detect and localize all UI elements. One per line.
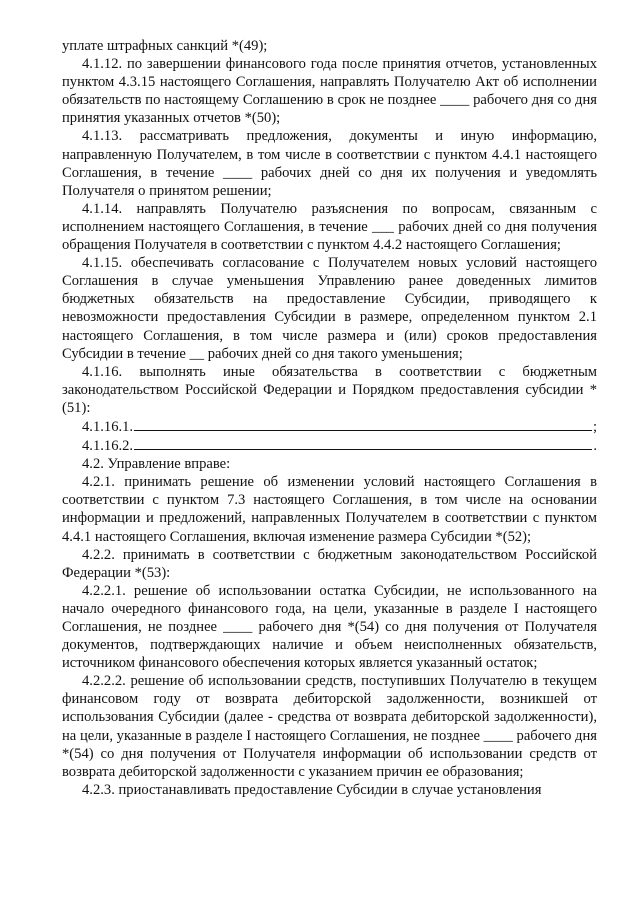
paragraph-4-2-1: 4.2.1. принимать решение об изменении условий настоящего Соглашения в соответствии с пунктом 7.3 настоящего Соглашения, в том числе на основании информации и предложений, направленных Получателем в соответствии с пунктом 4.4.1 настоящего Соглашения, включая изменение размера Субсидии *(52); — [62, 474, 597, 545]
blank-item-number: 4.1.16.1. — [82, 418, 134, 435]
paragraph-4-2-2: 4.2.2. принимать в соответствии с бюджетным законодательством Российской Федерации *(53): — [62, 546, 597, 581]
paragraph-4-2-3: 4.2.3. приостанавливать предоставление Субсидии в случае установления — [82, 781, 542, 798]
paragraph-4-2-2-2: 4.2.2.2. решение об использовании средств, поступивших Получателю в текущем финансовом году от возврата дебиторской задолженности, возникшей от использования Субсидии (далее - средства от возврата дебиторской задолженности), на цели, указанные в разделе I настоящего Соглашения, не позднее ____ рабочего дня *(54) со дня получения от Получателя информации об использовании средств от возврата дебиторской задолженности с указанием причин ее образования; — [62, 673, 597, 780]
document-page — [62, 37, 597, 799]
blank-fill-line — [134, 417, 592, 431]
paragraph-4-1-14: 4.1.14. направлять Получателю разъяснения по вопросам, связанным с исполнением настоящего Соглашения, в течение ___ рабочих дней со дня получения обращения Получателя в соответствии с пунктом 4.4.2 настоящего Соглашения; — [62, 200, 597, 254]
blank-item-4-1-16-1 — [62, 417, 597, 436]
paragraph-4-1-13: 4.1.13. рассматривать предложения, документы и иную информацию, направленную Получателем, в том числе в соответствии с пунктом 4.4.1 настоящего Соглашения, в течение ____ рабочих дней со дня их получения и уведомлять Получателя о принятом решении; — [62, 128, 597, 199]
blank-item-4-1-16-2 — [62, 436, 597, 455]
blank-fill-line — [134, 436, 592, 450]
paragraph-4-2: 4.2. Управление вправе: — [82, 456, 231, 473]
paragraph-4-1-16: 4.1.16. выполнять иные обязательства в соответствии с бюджетным законодательством Российской Федерации и Порядком предоставления субсидии *(51): — [62, 363, 597, 416]
blank-item-number: 4.1.16.2. — [82, 438, 134, 455]
paragraph-4-1-12: 4.1.12. по завершении финансового года после принятия отчетов, установленных пунктом 4.3.15 настоящего Соглашения, направлять Получателю Акт об исполнении обязательств по настоящему Соглашению в срок не позднее ____ рабочего дня со дня принятия указанных отчетов *(50); — [62, 56, 597, 127]
blank-item-punctuation: . — [593, 438, 597, 455]
paragraph-4-1-15: 4.1.15. обеспечивать согласование с Получателем новых условий настоящего Соглашения в случае уменьшения Управлению ранее доведенных лимитов бюджетных обязательств на предоставление Субсидии, приводящего к невозможности предоставления Субсидии в размере, определенном пунктом 2.1 настоящего Соглашения, в том числе размера и (или) сроков предоставления Субсидии в течение __ рабочих дней со дня такого уменьшения; — [62, 255, 597, 362]
blank-item-punctuation: ; — [592, 418, 597, 435]
paragraph-4-2-2-1: 4.2.2.1. решение об использовании остатка Субсидии, не использованного на начало очередного финансового года, на цели, указанные в разделе I настоящего Соглашения, не позднее ____ рабочего дня *(54) со дня получения от Получателя документов, подтверждающих наличие и объем неисполненных обязательств, источником финансового обеспечения которых является указанный остаток; — [62, 582, 597, 672]
paragraph-continuation: уплате штрафных санкций *(49); — [62, 38, 268, 54]
